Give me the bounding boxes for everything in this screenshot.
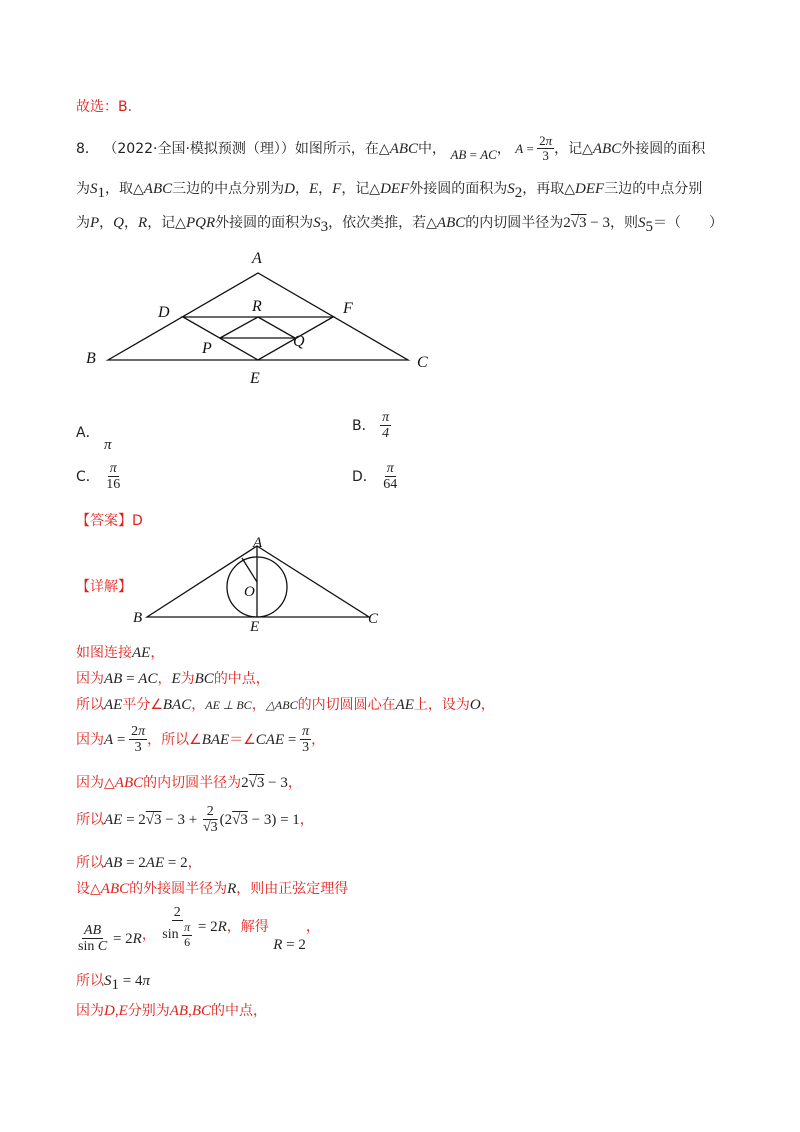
solution-line-7: 所以AB = 2AE = 2， bbox=[76, 855, 202, 871]
label-f: F bbox=[343, 300, 353, 317]
solution-line-2: 因为AB = AC，E为BC的中点， bbox=[76, 671, 270, 687]
question-source: （2022·全国·模拟预测（理）） bbox=[103, 140, 295, 157]
label-p: P bbox=[202, 340, 212, 357]
solution-line-6: 所以AE = 2√3 − 3 + $\frac{2}{√3}$ (2√3 − 3) = 1， bbox=[76, 804, 314, 836]
solution-line-10: 所以$S_1 = 4\pi$ bbox=[76, 973, 150, 993]
question-line-2: 为$S_1$，取△ABC三边的中点分别为D，E，F，记△DEF外接圆的面积为$S_2$，再取△DEF三边的中点分别 bbox=[76, 181, 703, 201]
label2-b: B bbox=[133, 610, 143, 626]
solution-line-3: 所以AE平分∠BAC，AE ⊥ BC，△ABC的内切圆圆心在AE上，设为O， bbox=[76, 697, 495, 713]
solution-line-11: 因为D,E分别为AB,BC的中点， bbox=[76, 1003, 268, 1019]
label-a: A bbox=[252, 250, 262, 267]
question-line-1: 8． （2022·全国·模拟预测（理））如图所示，在△ABC中， AB = AC， A = $\frac{2\pi}{3}$ ，记△ABC外接圆的面积 bbox=[76, 133, 706, 164]
solution-line-9: $\frac{AB}{\text{sin C}}$ = 2R， 2 sin $\frac{\pi}{6}$ = 2R，解得 R = 2， bbox=[78, 905, 320, 955]
label2-o: O bbox=[244, 584, 255, 600]
radius-segment bbox=[242, 558, 257, 582]
question-number: 8． bbox=[76, 140, 99, 157]
label-d: D bbox=[158, 304, 170, 321]
label2-a: A bbox=[253, 535, 263, 551]
label-e: E bbox=[250, 370, 260, 387]
solution-line-1: 如图连接AE， bbox=[76, 645, 165, 661]
label2-e: E bbox=[250, 619, 260, 635]
detail-label: 【详解】 bbox=[76, 579, 132, 595]
option-b[interactable]: B． $\frac{\pi}{4}$ bbox=[352, 410, 390, 442]
incircle-figure bbox=[125, 532, 395, 637]
solution-line-5: 因为△ABC的内切圆半径为2√3 − 3， bbox=[76, 775, 302, 791]
answer-label: 【答案】D bbox=[76, 513, 143, 529]
label2-c: C bbox=[368, 611, 379, 627]
solution-line-8: 设△ABC的外接圆半径为R，则由正弦定理得 bbox=[76, 881, 349, 897]
option-a[interactable]: A． π bbox=[76, 425, 112, 453]
previous-answer: 故选：B. bbox=[76, 99, 133, 115]
solution-line-4: 因为A = $\frac{2\pi}{3}$ ，所以∠BAE＝∠CAE = $\frac{\pi}{3}$ ， bbox=[76, 724, 326, 756]
label-r: R bbox=[252, 298, 262, 315]
triangle-pqr bbox=[220, 317, 295, 338]
label-c: C bbox=[417, 354, 428, 371]
option-c[interactable]: C． $\frac{\pi}{16}$ bbox=[76, 461, 121, 493]
option-d[interactable]: D． $\frac{\pi}{64}$ bbox=[352, 461, 398, 493]
label-b: B bbox=[86, 350, 96, 367]
label-q: Q bbox=[293, 333, 305, 350]
question-line-3: 为P，Q，R，记△PQR外接圆的面积为$S_3$，依次类推，若△ABC的内切圆半径为2√3 − 3，则$S_5=$（ ） bbox=[76, 215, 723, 235]
triangle-figure bbox=[80, 245, 450, 395]
